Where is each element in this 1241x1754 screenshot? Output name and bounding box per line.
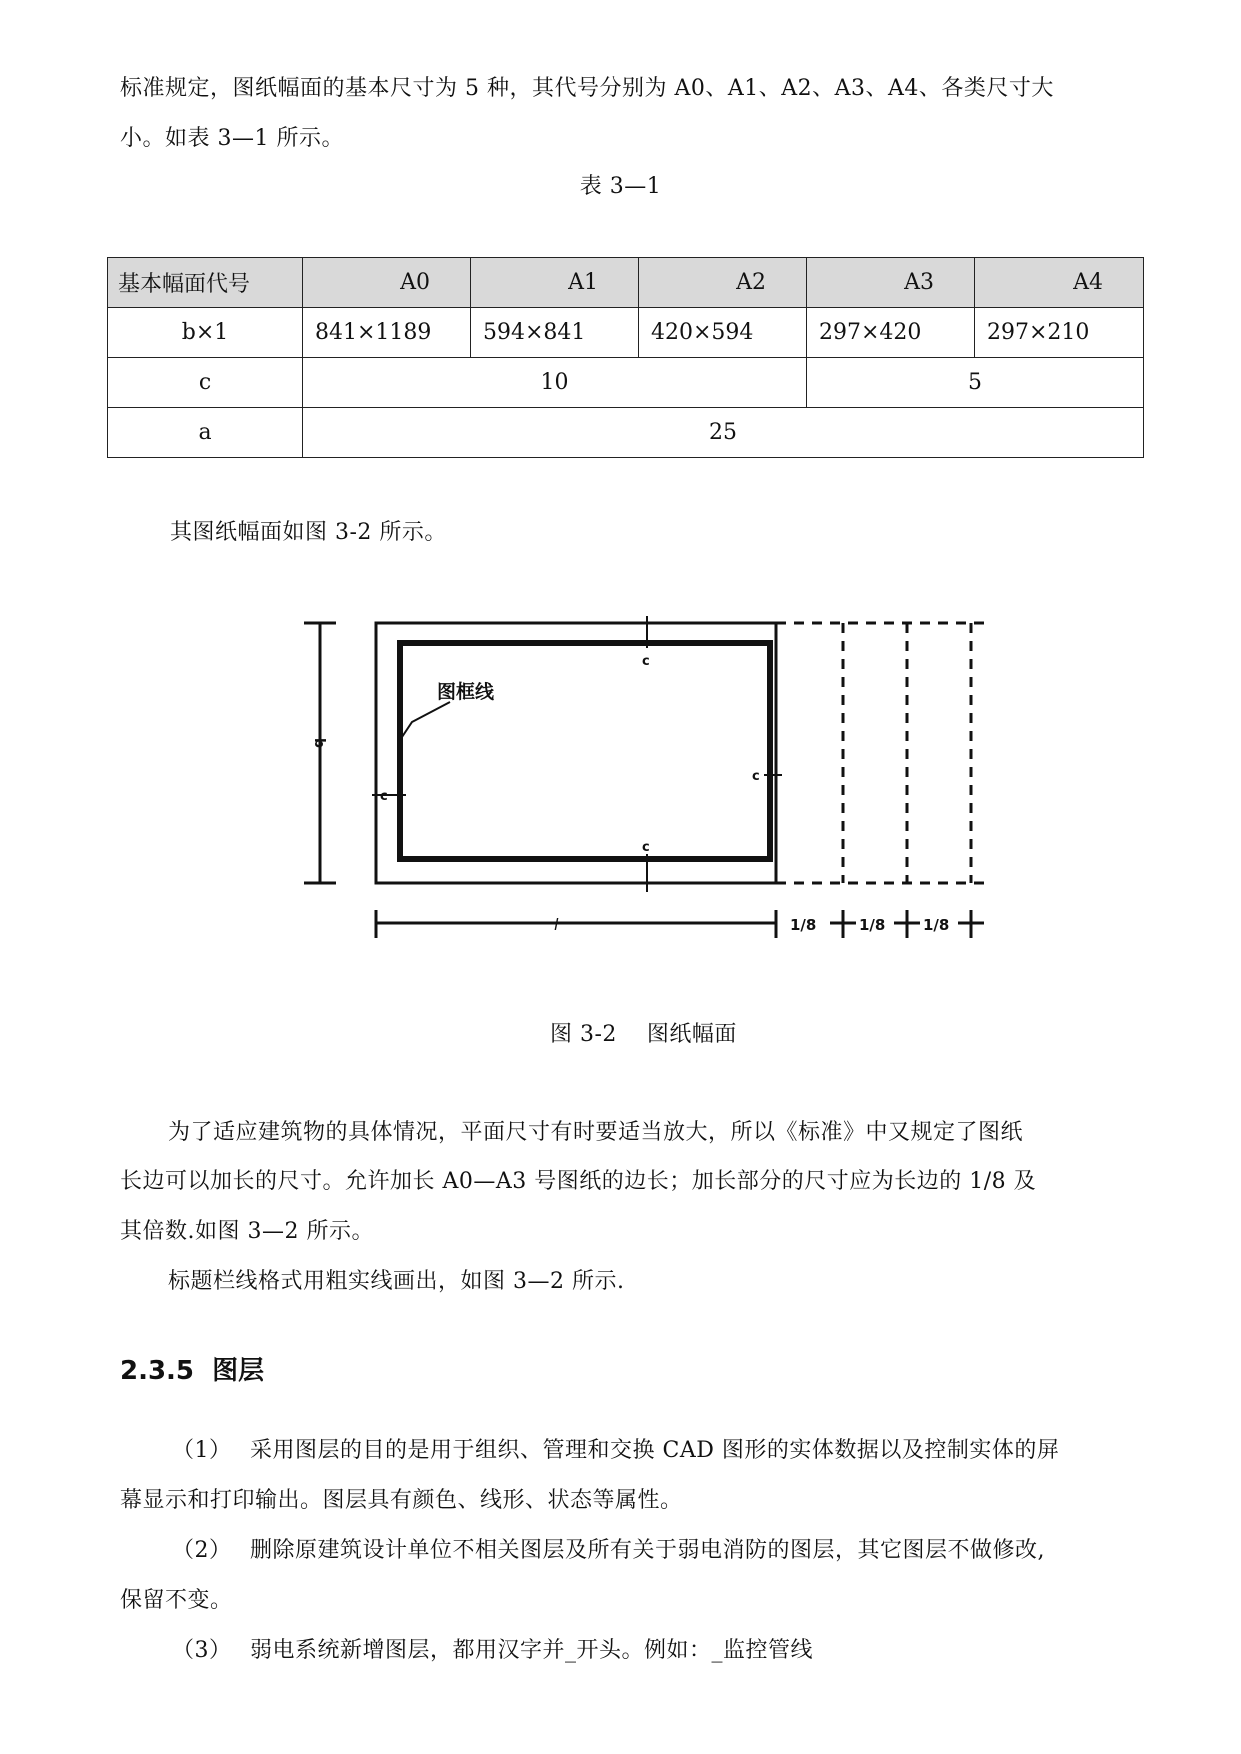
header-a4: A4 (975, 258, 1144, 308)
table-row-a (108, 408, 1144, 458)
item-3-number: （3） (172, 1638, 232, 1663)
item-3-line-1: 弱电系统新增图层，都用汉字并_开头。例如：_监控管线 (250, 1638, 814, 1663)
item-1-line-2: 幕显示和打印输出。图层具有颜色、线形、状态等属性。 (120, 1488, 683, 1513)
frame-line (400, 643, 770, 859)
eighth-label-1: 1/8 (790, 916, 817, 934)
b-dimension (304, 623, 336, 883)
c-label-top: c (642, 654, 650, 669)
figure-caption: 图 3-2 图纸幅面 (550, 1022, 737, 1047)
table-row-c (108, 358, 1144, 408)
cell-bl-a3: 297×420 (807, 308, 975, 358)
row-c-label: c (108, 358, 303, 408)
item-2-number: （2） (172, 1538, 232, 1563)
paper-format-diagram (290, 610, 1010, 960)
header-code: 基本幅面代号 (108, 258, 303, 308)
eighth-label-3: 1/8 (923, 916, 950, 934)
para2-line-1: 为了适应建筑物的具体情况，平面尺寸有时要适当放大，所以《标准》中又规定了图纸 (168, 1120, 1024, 1145)
item-2-line-1: 删除原建筑设计单位不相关图层及所有关于弱电消防的图层，其它图层不做修改, (250, 1538, 1045, 1563)
header-a2: A2 (639, 258, 807, 308)
l-dimension (376, 910, 984, 938)
item-2-line-2: 保留不变。 (120, 1588, 233, 1613)
intro-line-2: 小。如表 3—1 所示。 (120, 126, 344, 151)
cell-bl-a0: 841×1189 (303, 308, 471, 358)
cell-bl-a1: 594×841 (471, 308, 639, 358)
frame-label: 图框线 (437, 681, 495, 703)
cell-c-a3-a4: 5 (807, 358, 1144, 408)
header-a0: A0 (303, 258, 471, 308)
cell-bl-a4: 297×210 (975, 308, 1144, 358)
paper-size-table (107, 257, 1144, 458)
eighth-label-2: 1/8 (859, 916, 886, 934)
c-label-left: c (380, 789, 388, 804)
l-label: l (554, 915, 559, 934)
para2-line-4: 标题栏线格式用粗实线画出，如图 3—2 所示. (168, 1269, 625, 1294)
b-label: b (311, 738, 327, 749)
section-heading: 2.3.5 图层 (120, 1356, 265, 1386)
intro-line-1: 标准规定，图纸幅面的基本尺寸为 5 种，其代号分别为 A0、A1、A2、A3、A4、各类尺寸大 (120, 76, 1054, 101)
table-row-bl (108, 308, 1144, 358)
cell-c-a0-a2: 10 (303, 358, 807, 408)
header-a3: A3 (807, 258, 975, 308)
table-header-row (108, 258, 1144, 308)
para2-line-3: 其倍数.如图 3—2 所示。 (120, 1219, 374, 1244)
para2-line-2: 长边可以加长的尺寸。允许加长 A0—A3 号图纸的边长；加长部分的尺寸应为长边的 1/8 及 (120, 1169, 1037, 1194)
item-1-number: （1） (172, 1438, 232, 1463)
header-a1: A1 (471, 258, 639, 308)
sheet-border (376, 623, 776, 883)
cell-bl-a2: 420×594 (639, 308, 807, 358)
item-1-line-1: 采用图层的目的是用于组织、管理和交换 CAD 图形的实体数据以及控制实体的屏 (250, 1438, 1060, 1463)
cell-a-all: 25 (303, 408, 1144, 458)
row-bl-label: b×1 (108, 308, 303, 358)
c-markers (372, 616, 782, 892)
table-caption: 表 3—1 (579, 174, 662, 199)
c-label-bottom: c (642, 840, 650, 855)
extension-lines (776, 623, 990, 883)
c-label-right: c (752, 769, 760, 784)
figure-intro: 其图纸幅面如图 3-2 所示。 (170, 520, 447, 545)
frame-leader-line (400, 702, 450, 740)
row-a-label: a (108, 408, 303, 458)
